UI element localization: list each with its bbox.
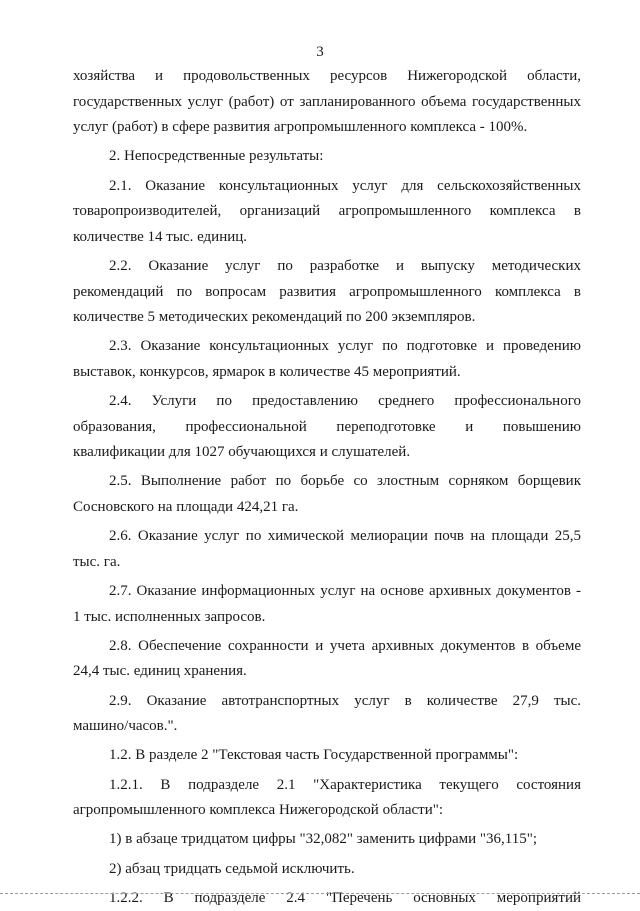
text-line: 2.6. Оказание услуг по химической мелиорации почв на площади 25,5 — [109, 528, 581, 545]
text-line: 2.7. Оказание информационных услуг на основе архивных документов - — [109, 583, 581, 600]
text-line: услуг (работ) в сфере развития агропромышленного комплекса - 100%. — [73, 119, 528, 136]
text-line: 2.8. Обеспечение сохранности и учета архивных документов в объеме — [109, 637, 581, 654]
text-line: 1 тыс. исполненных запросов. — [73, 608, 266, 625]
scan-edge-line — [0, 893, 640, 894]
text-line: 2.9. Оказание автотранспортных услуг в количестве 27,9 тыс. — [109, 692, 581, 709]
text-line: 2.1. Оказание консультационных услуг для сельскохозяйственных — [109, 177, 581, 194]
text-line: агропромышленного комплекса Нижегородской области": — [73, 802, 444, 819]
text-line: выставок, конкурсов, ярмарок в количестве 45 мероприятий. — [73, 363, 461, 380]
text-line: рекомендаций по вопросам развития агропромышленного комплекса в — [73, 283, 581, 300]
section-heading: 2. Непосредственные результаты: — [109, 148, 324, 165]
text-line: товаропроизводителей, организаций агропромышленного комплекса в — [73, 203, 581, 220]
text-line: 1.2. В разделе 2 "Текстовая часть Государственной программы": — [109, 747, 519, 764]
text-line: 2.2. Оказание услуг по разработке и выпуску методических — [109, 257, 581, 274]
text-line: 1.2.2. В подразделе 2.4 "Перечень основных мероприятий — [109, 889, 581, 906]
text-line: государственных услуг (работ) от запланированного объема государственных — [73, 93, 581, 110]
text-line: тыс. га. — [73, 553, 121, 570]
text-line: хозяйства и продовольственных ресурсов Нижегородской области, — [73, 68, 581, 84]
text-line: количестве 14 тыс. единиц. — [73, 228, 248, 245]
text-line: 2.4. Услуги по предоставлению среднего профессионального — [109, 393, 581, 410]
text-line: 2) абзац тридцать седьмой исключить. — [109, 860, 355, 877]
text-line: образования, профессиональной переподготовке и повышению — [73, 418, 581, 435]
text-line: 1.2.1. В подразделе 2.1 "Характеристика текущего состояния — [109, 776, 581, 793]
text-line: квалификации для 1027 обучающихся и слушателей. — [73, 444, 411, 461]
text-line: Сосновского на площади 424,21 га. — [73, 499, 299, 516]
text-line: 24,4 тыс. единиц хранения. — [73, 663, 247, 680]
text-line: количестве 5 методических рекомендаций по 200 экземпляров. — [73, 309, 476, 326]
text-line: 2.3. Оказание консультационных услуг по подготовке и проведению — [109, 338, 581, 355]
text-line: машино/часов.". — [73, 718, 178, 735]
document-body — [73, 64, 581, 911]
text-line: 2.5. Выполнение работ по борьбе со злостным сорняком борщевик — [109, 473, 581, 490]
page-number: 3 — [316, 44, 324, 60]
text-line: 1) в абзаце тридцатом цифры "32,082" заменить цифрами "36,115"; — [109, 831, 537, 848]
